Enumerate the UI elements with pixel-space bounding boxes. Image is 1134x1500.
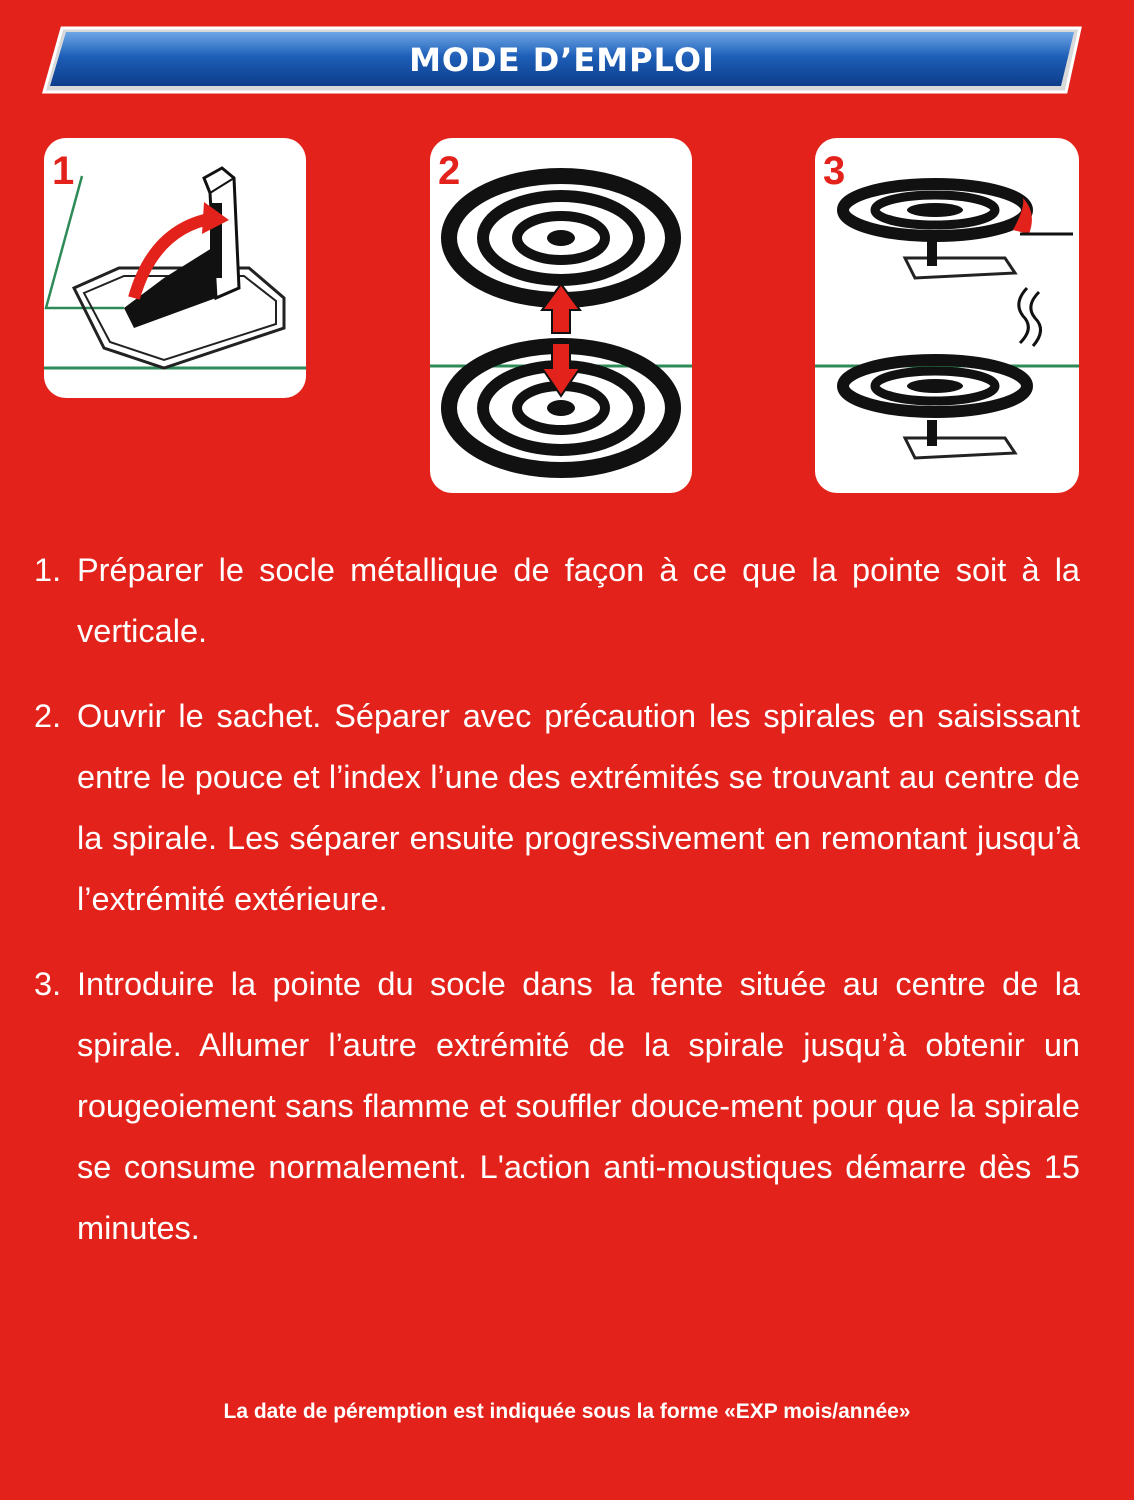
expiry-note: La date de péremption est indiquée sous la forme «EXP mois/année» [223,1400,911,1423]
instruction-step-2 [34,686,1080,930]
step-1-illustration [44,138,306,398]
step-number: 1. [34,552,62,588]
lighting-coil-icon [815,138,1079,493]
panel-number: 1 [52,149,75,193]
page-title: MODE D’EMPLOI [409,41,715,79]
step-number: 2. [34,698,62,734]
instruction-step-3 [34,954,1080,1259]
instruction-step-1 [34,540,1080,662]
step-text: Ouvrir le sachet. Séparer avec précaution les spirales en saisissant entre le pouce et l’index l’une des extrémités se trouvant au centre de la spirale. Les séparer ensuite progressivement en remontant jusqu’à l’extrémité extérieure. [77,698,1080,917]
separating-coils-icon [430,138,692,493]
step-number: 3. [34,966,62,1002]
panel-number: 2 [438,149,461,193]
folding-stand-icon [44,138,306,398]
instructions-list [34,540,1080,1283]
step-3-illustration [815,138,1079,493]
header-banner [40,24,1084,96]
step-text: Préparer le socle métallique de façon à ce que la pointe soit à la verticale. [77,552,1080,649]
step-2-illustration [430,138,692,493]
step-text: Introduire la pointe du socle dans la fente située au centre de la spirale. Allumer l’autre extrémité de la spirale jusqu’à obtenir un rougeoiement sans flamme et souffler douce-ment pour que la spirale se consume normalement. L'action anti-moustiques démarre dès 15 minutes. [77,966,1080,1246]
panel-number: 3 [823,149,846,193]
